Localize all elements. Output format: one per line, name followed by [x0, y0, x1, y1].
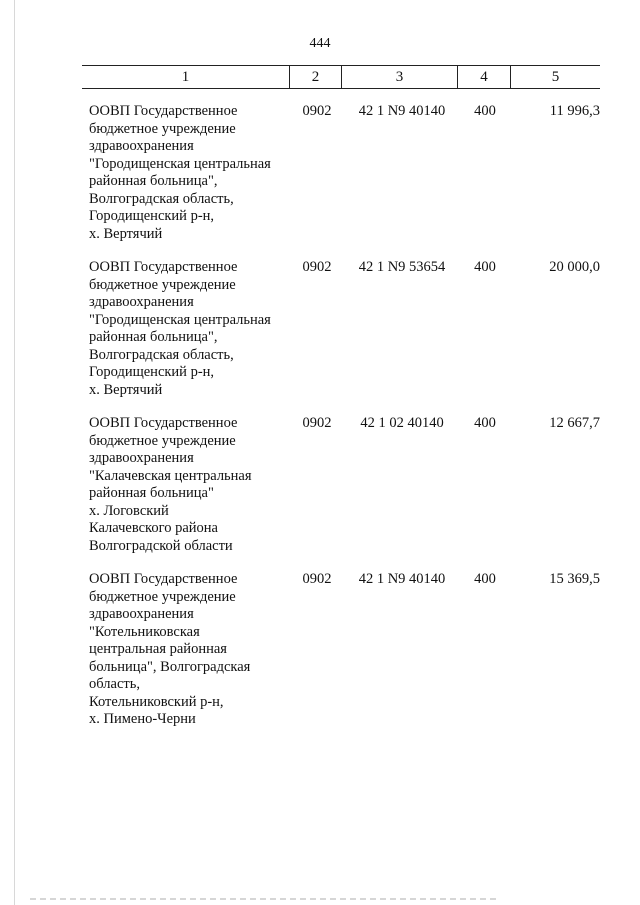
name-line: районная больница",	[89, 329, 218, 345]
name-line: здравоохранения	[89, 138, 194, 154]
name-line: "Городищенская центральная	[89, 155, 271, 172]
name-line: "Городищенская центральная	[89, 311, 271, 328]
target-article-code: 42 1 02 40140	[360, 415, 444, 431]
name-line: бюджетное учреждение	[89, 276, 236, 293]
name-line: ООВП Государственное	[89, 571, 238, 587]
name-line: Волгоградская область,	[89, 346, 234, 363]
amount-value: 15 369,5	[549, 571, 600, 587]
name-line: больница", Волгоградская	[89, 658, 251, 675]
expense-type-code: 400	[474, 571, 496, 587]
scan-edge-line	[14, 0, 15, 905]
name-line: здравоохранения	[89, 294, 194, 310]
scan-bottom-artifact	[30, 898, 500, 900]
header-col-4: 4	[480, 69, 488, 85]
name-line: х. Вертячий	[89, 225, 163, 242]
name-line: х. Вертячий	[89, 381, 163, 398]
name-line: ООВП Государственное	[89, 415, 238, 431]
name-line: ООВП Государственное	[89, 103, 238, 119]
target-article-code: 42 1 N9 40140	[358, 103, 446, 119]
name-line: Городищенский р-н,	[89, 208, 215, 224]
amount-value: 11 996,3	[549, 103, 600, 119]
target-article-code: 42 1 N9 40140	[358, 571, 446, 587]
header-col-1: 1	[181, 69, 190, 85]
header-col-2: 2	[311, 69, 320, 85]
expense-type-code: 400	[474, 259, 496, 275]
page-number: 444	[309, 36, 331, 51]
name-line: Городищенский р-н,	[89, 364, 215, 380]
name-line: центральная районная	[89, 641, 227, 657]
name-line: здравоохранения	[89, 606, 194, 622]
name-line: районная больница",	[89, 173, 218, 189]
name-line: бюджетное учреждение	[89, 432, 236, 449]
name-line: районная больница"	[89, 485, 214, 501]
name-line: "Котельниковская	[89, 623, 200, 640]
table-header	[82, 65, 600, 89]
name-line: "Калачевская центральная	[89, 467, 252, 484]
institution-name	[89, 571, 294, 729]
institution-name	[89, 415, 294, 555]
section-code: 0902	[302, 259, 332, 275]
header-col-5: 5	[551, 69, 560, 85]
section-code: 0902	[302, 415, 332, 431]
name-line: область,	[89, 676, 140, 692]
expense-type-code: 400	[474, 103, 496, 119]
name-line: ООВП Государственное	[89, 259, 238, 275]
name-line: Котельниковский р-н,	[89, 693, 224, 710]
institution-name	[89, 259, 294, 399]
name-line: Калачевского района	[89, 520, 218, 536]
institution-name	[89, 103, 294, 243]
name-line: х. Пимено-Черни	[89, 711, 196, 727]
section-code: 0902	[302, 103, 332, 119]
name-line: Волгоградская область,	[89, 190, 234, 207]
amount-value: 12 667,7	[549, 415, 600, 431]
name-line: х. Логовский	[89, 502, 169, 519]
name-line: Волгоградской области	[89, 537, 233, 554]
expense-type-code: 400	[474, 415, 496, 431]
target-article-code: 42 1 N9 53654	[358, 259, 446, 275]
amount-value: 20 000,0	[549, 259, 600, 275]
section-code: 0902	[302, 571, 332, 587]
name-line: бюджетное учреждение	[89, 120, 236, 137]
name-line: бюджетное учреждение	[89, 588, 236, 605]
name-line: здравоохранения	[89, 450, 194, 466]
header-col-3: 3	[395, 69, 404, 85]
